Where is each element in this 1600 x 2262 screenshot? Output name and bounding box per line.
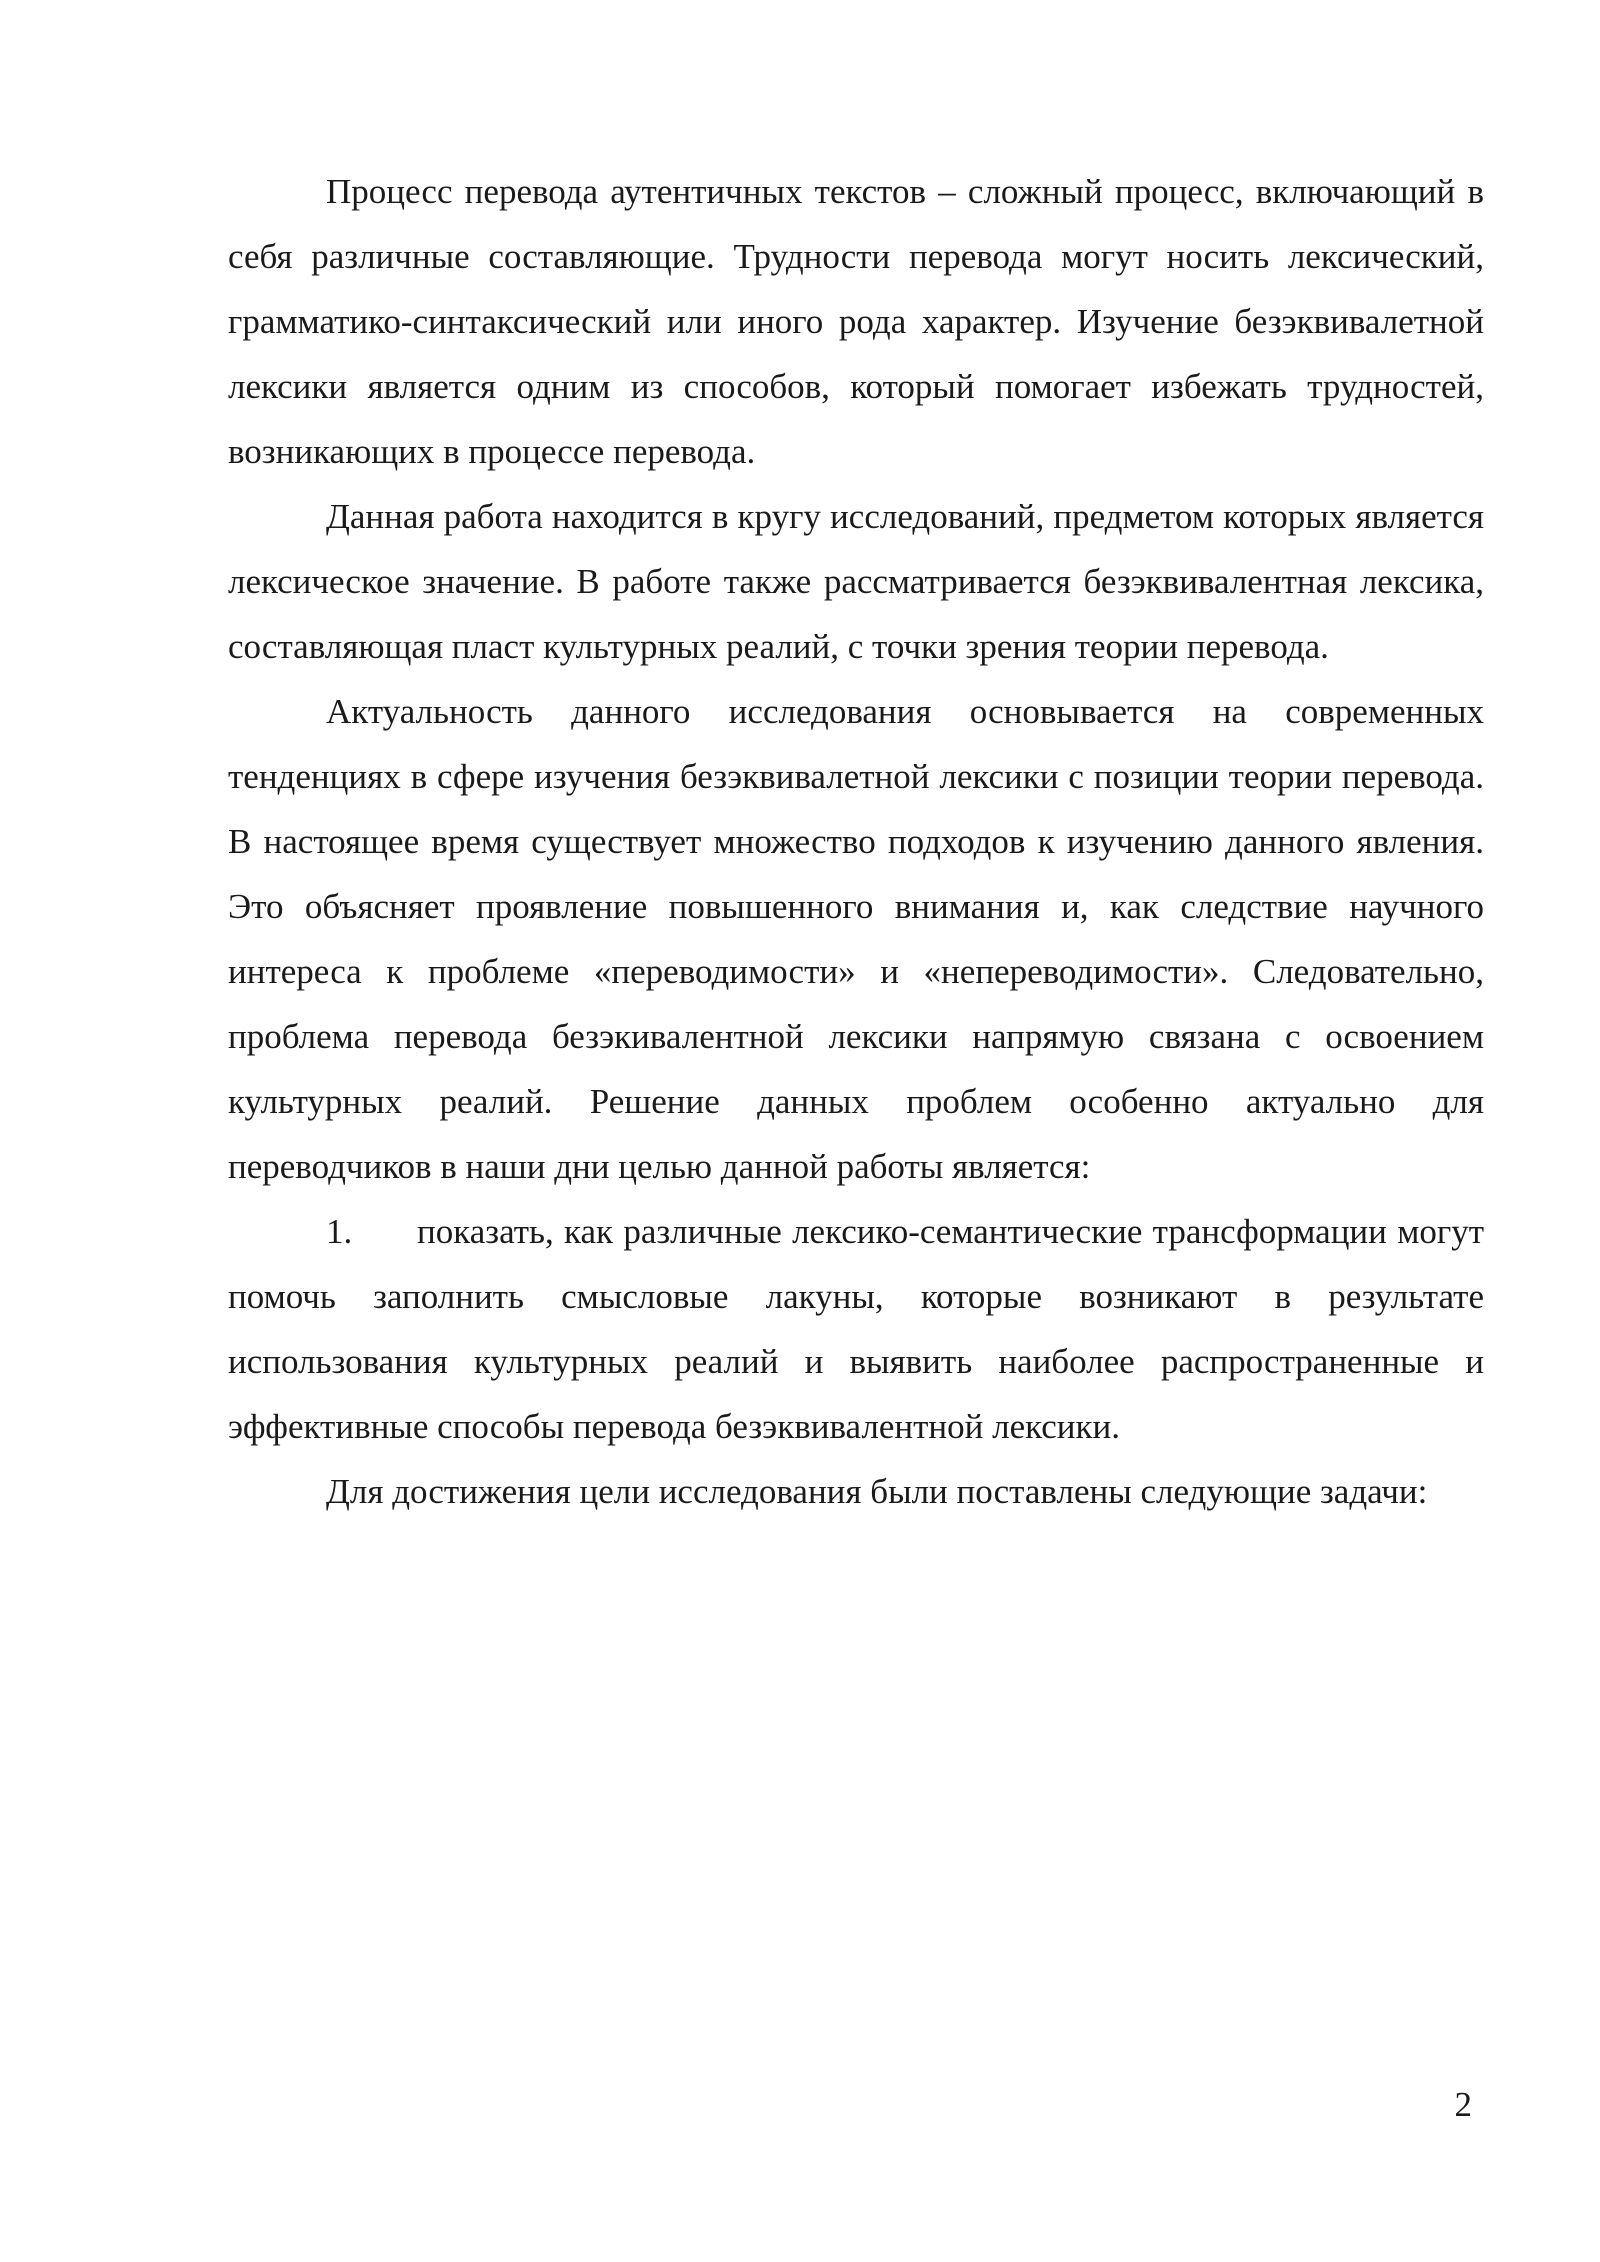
paragraph-research-scope: Данная работа находится в кругу исследований, предметом которых является лексическое значение. В работе также рассматривается безэквивалентная лексика, составляющая пласт культурных реалий, с точки зрения теории перевода. — [228, 497, 1484, 666]
paragraph-translation-process: Процесс перевода аутентичных текстов – сложный процесс, включающий в себя различные составляющие. Трудности перевода могут носить лексический, грамматико-синтаксический или иного рода характер. Изучение безэквивалетной лексики является одним из способов, который помогает избежать трудностей, возникающих в процессе перевода. — [228, 172, 1484, 471]
list-item-number: 1. — [326, 1212, 353, 1251]
list-item-goal — [228, 1199, 1484, 1459]
document-body — [228, 159, 1484, 1524]
paragraph-relevance: Актуальность данного исследования основывается на современных тенденциях в сфере изучения безэквивалетной лексики с позиции теории перевода. В настоящее время существует множество подходов к изучению данного явления. Это объясняет проявление повышенного внимания и, как следствие научного интереса к проблеме «переводимости» и «непереводимости». Следовательно, проблема перевода безэкивалентной лексики напрямую связана с освоением культурных реалий. Решение данных проблем особенно актуально для переводчиков в наши дни целью данной работы является: — [228, 692, 1484, 1186]
paragraph-tasks: Для достижения цели исследования были поставлены следующие задачи: — [326, 1472, 1428, 1511]
page-number: 2 — [1454, 2085, 1472, 2124]
list-item-text: показать, как различные лексико-семантические трансформации могут помочь заполнить смысловые лакуны, которые возникают в результате использования культурных реалий и выявить наиболее распространенные и эффективные способы перевода безэквивалентной лексики. — [228, 1212, 1484, 1446]
